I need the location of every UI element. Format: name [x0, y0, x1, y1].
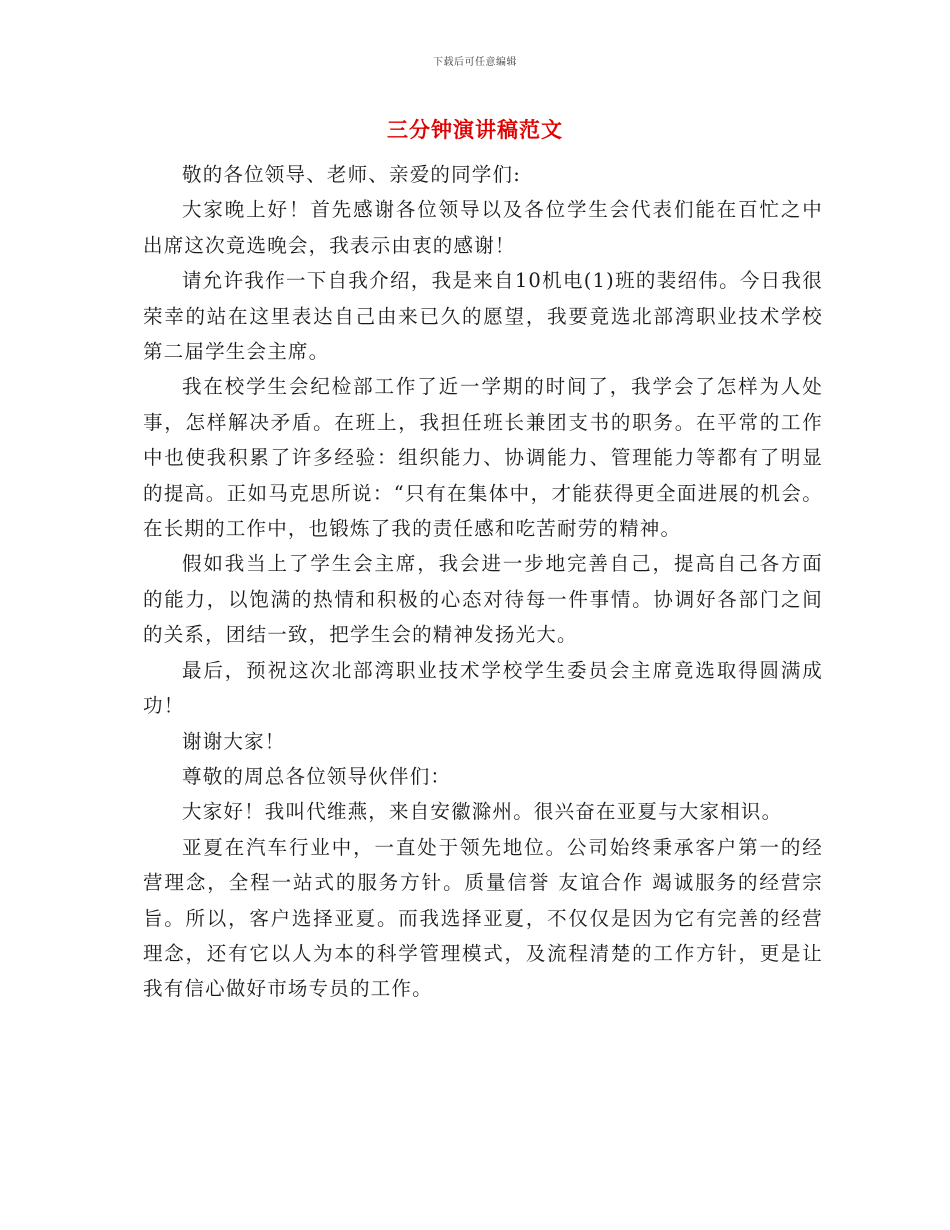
paragraph: 大家晚上好！首先感谢各位领导以及各位学生会代表们能在百忙之中出席这次竟选晚会，我表示由衷的感谢！: [143, 198, 823, 257]
paragraph: 尊敬的周总各位领导伙伴们：: [182, 764, 452, 788]
paragraph: 亚夏在汽车行业中，一直处于领先地位。公司始终秉承客户第一的经营理念，全程一站式的服务方针。质量信誉 友谊合作 竭诚服务的经营宗旨。所以，客户选择亚夏。而我选择亚夏，不仅仅是因为它有完善的经营理念，还有它以人为本的科学管理模式，及流程清楚的工作方针，更是让我有信心做好市场专员的工作。: [143, 835, 823, 1001]
header-note: 下载后可任意编辑: [433, 57, 517, 68]
paragraph: 我在校学生会纪检部工作了近一学期的时间了，我学会了怎样为人处事，怎样解决矛盾。在班上，我担任班长兼团支书的职务。在平常的工作中也使我积累了许多经验：组织能力、协调能力、管理能力等都有了明显的提高。正如马克思所说：“只有在集体中，才能获得更全面进展的机会。在长期的工作中，也锻炼了我的责任感和吃苦耐劳的精神。: [143, 375, 823, 541]
document-title: 三分钟演讲稿范文: [387, 118, 563, 142]
paragraph: 最后，预祝这次北部湾职业技术学校学生委员会主席竟选取得圆满成功！: [143, 658, 823, 718]
paragraph: 敬的各位领导、老师、亲爱的同学们:: [182, 163, 521, 186]
paragraph: 假如我当上了学生会主席，我会进一步地完善自己，提高自己各方面的能力，以饱满的热情和积极的心态对待每一件事情。协调好各部门之间的关系，团结一致，把学生会的精神发扬光大。: [143, 552, 823, 647]
paragraph: 谢谢大家！: [182, 729, 286, 753]
paragraph: 大家好！我叫代维燕，来自安徽滁州。很兴奋在亚夏与大家相识。: [182, 800, 783, 824]
document-body: [143, 157, 823, 1007]
paragraph: 请允许我作一下自我介绍，我是来自10机电(1)班的裴绍伟。今日我很荣幸的站在这里表达自己由来已久的愿望，我要竟选北部湾职业技术学校第二届学生会主席。: [143, 269, 823, 364]
